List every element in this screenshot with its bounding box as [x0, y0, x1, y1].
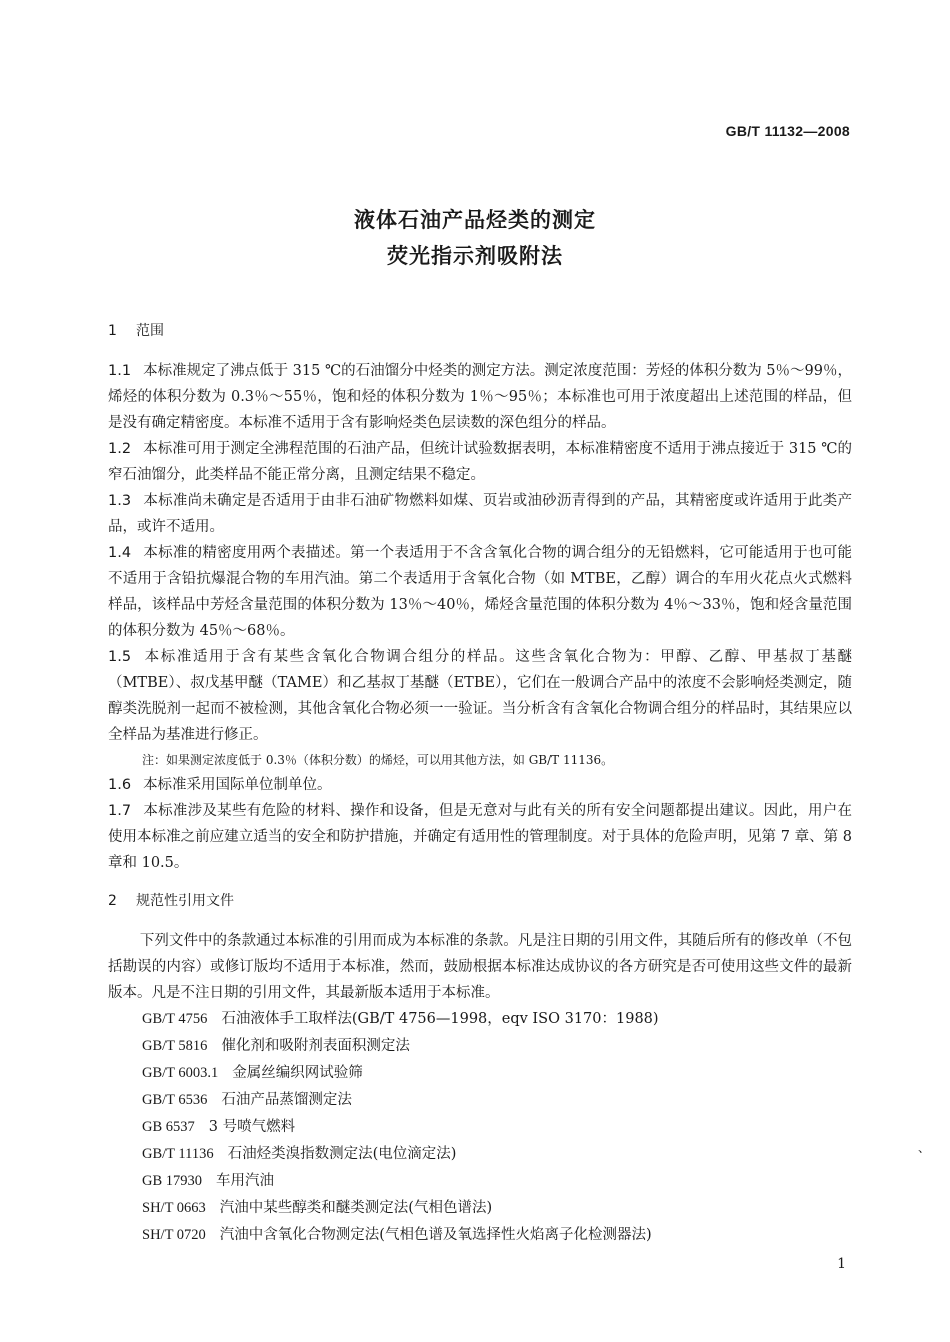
clause-text: 本标准尚未确定是否适用于由非石油矿物燃料如煤、页岩或油砂沥青得到的产品，其精密度或许适用于此类产品，或许不适用。 [108, 493, 852, 535]
reference-item [108, 1033, 852, 1060]
reference-title: 汽油中含氧化合物测定法(气相色谱及氧选择性火焰离子化检测器法) [219, 1227, 652, 1243]
reference-code: GB/T 5816 [142, 1038, 208, 1054]
clause-1-2 [108, 436, 852, 488]
clause-number: 1.1 [108, 363, 132, 379]
clause-text: 本标准采用国际单位制单位。 [143, 777, 332, 793]
clause-text: 本标准可用于测定全沸程范围的石油产品，但统计试验数据表明，本标准精密度不适用于沸点接近于 315 ℃的窄石油馏分，此类样品不能正常分离，且测定结果不稳定。 [108, 441, 852, 483]
reference-code: SH/T 0720 [142, 1227, 206, 1243]
section-title: 规范性引用文件 [136, 893, 234, 909]
reference-code: SH/T 0663 [142, 1200, 206, 1216]
clause-text: 本标准适用于含有某些含氧化合物调合组分的样品。这些含氧化合物为：甲醇、乙醇、甲基叔丁基醚（MTBE）、叔戊基甲醚（TAME）和乙基叔丁基醚（ETBE），它们在一般调合产品中的浓度不会影响烃类测定，随醇类洗脱剂一起而不被检测，其他含氧化合物必须一一验证。当分析含有含氧化合物调合组分的样品时，其结果应以全样品为基准进行修正。 [108, 649, 852, 743]
reference-title: 金属丝编织网试验筛 [232, 1065, 363, 1081]
clause-1-3 [108, 488, 852, 540]
reference-title: 车用汽油 [216, 1173, 275, 1189]
reference-title: 催化剂和吸附剂表面积测定法 [221, 1038, 410, 1054]
page-number: 1 [837, 1256, 846, 1272]
reference-code: GB/T 6003.1 [142, 1065, 219, 1081]
clause-number: 1.5 [108, 649, 132, 665]
clause-number: 1.2 [108, 441, 132, 457]
clause-1-6 [108, 772, 852, 798]
reference-item [108, 1006, 852, 1033]
section-title: 范围 [136, 323, 164, 339]
reference-title: 汽油中某些醇类和醚类测定法(气相色谱法) [219, 1200, 493, 1216]
reference-code: GB/T 11136 [142, 1146, 214, 1162]
reference-title: 石油产品蒸馏测定法 [221, 1092, 352, 1108]
clause-number: 1.4 [108, 545, 132, 561]
clause-1-5 [108, 644, 852, 748]
note: 注：如果测定浓度低于 0.3％（体积分数）的烯烃，可以用其他方法，如 GB/T 11136。 [142, 753, 614, 767]
reference-title: 石油液体手工取样法(GB/T 4756—1998，eqv ISO 3170：1988) [221, 1011, 659, 1027]
standard-code: GB/T 11132—2008 [725, 123, 850, 139]
section-2-heading [108, 888, 852, 914]
reference-title: 石油烃类溴指数测定法(电位滴定法) [227, 1146, 457, 1162]
clause-number: 1.7 [108, 803, 132, 819]
reference-code: GB/T 4756 [142, 1011, 208, 1027]
reference-code: GB/T 6536 [142, 1092, 208, 1108]
clause-text: 本标准的精密度用两个表描述。第一个表适用于不含含氧化合物的调合组分的无铅燃料，它可能适用于也可能不适用于含铅抗爆混合物的车用汽油。第二个表适用于含氧化合物（如 MTBE，乙醇）调合的车用火花点火式燃料样品，该样品中芳烃含量范围的体积分数为 13％～40％，烯烃含量范围的体积分数为 4％～33％，饱和烃含量范围的体积分数为 45％～68％。 [108, 545, 852, 639]
document-body [108, 318, 852, 1249]
section-number: 2 [108, 893, 117, 909]
clause-1-7 [108, 798, 852, 876]
clause-number: 1.3 [108, 493, 132, 509]
margin-mark: 、 [918, 1141, 931, 1155]
clause-1-4 [108, 540, 852, 644]
reference-item [108, 1222, 852, 1249]
document-title-line1: 液体石油产品烃类的测定 [354, 208, 596, 232]
reference-code: GB 17930 [142, 1173, 203, 1189]
clause-text: 本标准涉及某些有危险的材料、操作和设备，但是无意对与此有关的所有安全问题都提出建议。因此，用户在使用本标准之前应建立适当的安全和防护措施，并确定有适用性的管理制度。对于具体的危险声明，见第 7 章、第 8 章和 10.5。 [108, 803, 852, 871]
reference-item [108, 1060, 852, 1087]
reference-item [108, 1141, 852, 1168]
reference-item [108, 1195, 852, 1222]
section-2-intro: 下列文件中的条款通过本标准的引用而成为本标准的条款。凡是注日期的引用文件，其随后所有的修改单（不包括勘误的内容）或修订版均不适用于本标准，然而，鼓励根据本标准达成协议的各方研究是否可使用这些文件的最新版本。凡是不注日期的引用文件，其最新版本适用于本标准。 [108, 933, 852, 1001]
clause-text: 本标准规定了沸点低于 315 ℃的石油馏分中烃类的测定方法。测定浓度范围：芳烃的体积分数为 5％～99％，烯烃的体积分数为 0.3％～55％，饱和烃的体积分数为 1％～95％；本标准也可用于浓度超出上述范围的样品，但是没有确定精密度。本标准不适用于含有影响烃类色层读数的深色组分的样品。 [108, 363, 852, 431]
clause-number: 1.6 [108, 777, 132, 793]
reference-title: 3 号喷气燃料 [208, 1119, 296, 1135]
reference-item [108, 1114, 852, 1141]
section-number: 1 [108, 323, 117, 339]
document-title-line2: 荧光指示剂吸附法 [387, 244, 563, 268]
clause-1-1 [108, 358, 852, 436]
reference-item [108, 1087, 852, 1114]
reference-item [108, 1168, 852, 1195]
reference-code: GB 6537 [142, 1119, 195, 1135]
section-1-heading [108, 318, 852, 344]
